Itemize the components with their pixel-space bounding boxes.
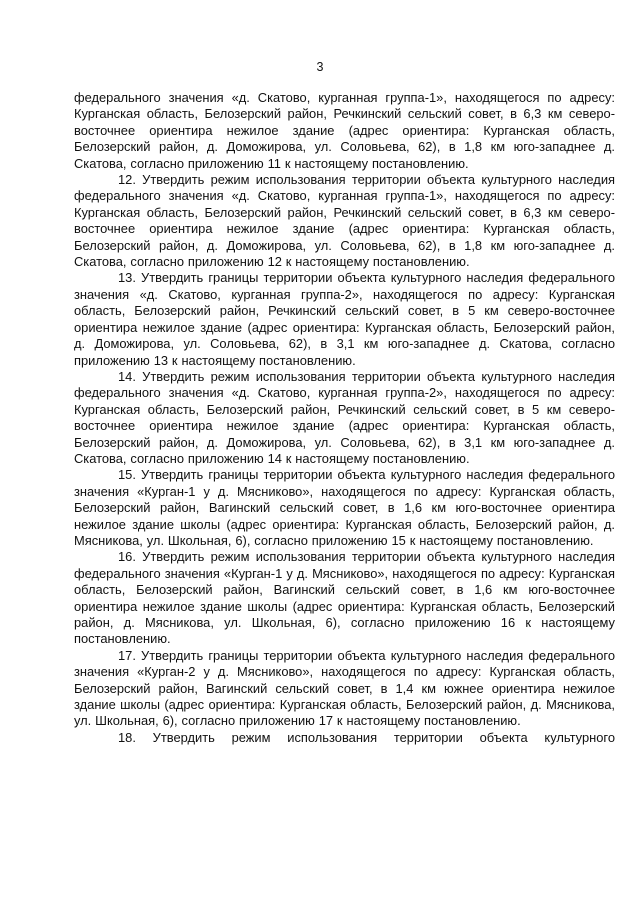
- paragraph-item-13: 13. Утвердить границы территории объекта культурного наследия федерального значения «д. Скатово, курганная группа-2», находящегося по адресу: Курганская область, Белозерский район, Речкинский сельский совет, в 5 км северо-восточнее ориентира нежилое здание (адрес ориентира: Курганская область, Белозерский район, д. Доможирова, ул. Соловьева, 62), в 3,1 км юго-западнее д. Скатова, согласно приложению 13 к настоящему постановлению.: [74, 270, 615, 368]
- document-body: [74, 90, 615, 746]
- paragraph-item-18: 18. Утвердить режим использования территории объекта культурного: [118, 729, 615, 745]
- paragraph-item-14: 14. Утвердить режим использования территории объекта культурного наследия федерального значения «д. Скатово, курганная группа-2», находящегося по адресу: Курганская область, Белозерский район, Речкинский сельский совет, в 5 км северо-восточнее ориентира нежилое здание (адрес ориентира: Курганская область, Белозерский район, д. Доможирова, ул. Соловьева, 62), в 3,1 км юго-западнее д. Скатова, согласно приложению 14 к настоящему постановлению.: [74, 368, 615, 466]
- page-number: 3: [316, 60, 324, 74]
- paragraph-item-16: 16. Утвердить режим использования территории объекта культурного наследия федерального значения «Курган-1 у д. Мясниково», находящегося по адресу: Курганская область, Белозерский район, Вагинский сельский совет, в 1,6 км юго-восточнее ориентира нежилое здание школы (адрес ориентира: Курганская область, Белозерский район, д. Мясникова, ул. Школьная, 6), согласно приложению 16 к настоящему постановлению.: [74, 549, 615, 647]
- paragraph-item-15: 15. Утвердить границы территории объекта культурного наследия федерального значения «Курган-1 у д. Мясниково», находящегося по адресу: Курганская область, Белозерский район, Вагинский сельский совет, в 1,6 км юго-восточнее ориентира нежилое здание школы (адрес ориентира: Курганская область, Белозерский район, д. Мясникова, ул. Школьная, 6), согласно приложению 15 к настоящему постановлению.: [74, 467, 615, 548]
- paragraph-continuation: федерального значения «д. Скатово, курганная группа-1», находящегося по адресу: Курганская область, Белозерский район, Речкинский сельский совет, в 6,3 км северо-восточнее ориентира нежилое здание (адрес ориентира: Курганская область, Белозерский район, д. Доможирова, ул. Соловьева, 62), в 1,8 км юго-западнее д. Скатова, согласно приложению 11 к настоящему постановлению.: [74, 90, 615, 171]
- paragraph-item-17: 17. Утвердить границы территории объекта культурного наследия федерального значения «Курган-2 у д. Мясниково», находящегося по адресу: Курганская область, Белозерский район, Вагинский сельский совет, в 1,4 км южнее ориентира нежилое здание школы (адрес ориентира: Курганская область, Белозерский район, д. Мясникова, ул. Школьная, 6), согласно приложению 17 к настоящему постановлению.: [74, 647, 615, 729]
- paragraph-item-12: 12. Утвердить режим использования территории объекта культурного наследия федерального значения «д. Скатово, курганная группа-1», находящегося по адресу: Курганская область, Белозерский район, Речкинский сельский совет, в 6,3 км северо-восточнее ориентира нежилое здание (адрес ориентира: Курганская область, Белозерский район, д. Доможирова, ул. Соловьева, 62), в 1,8 км юго-западнее д. Скатова, согласно приложению 12 к настоящему постановлению.: [74, 172, 615, 270]
